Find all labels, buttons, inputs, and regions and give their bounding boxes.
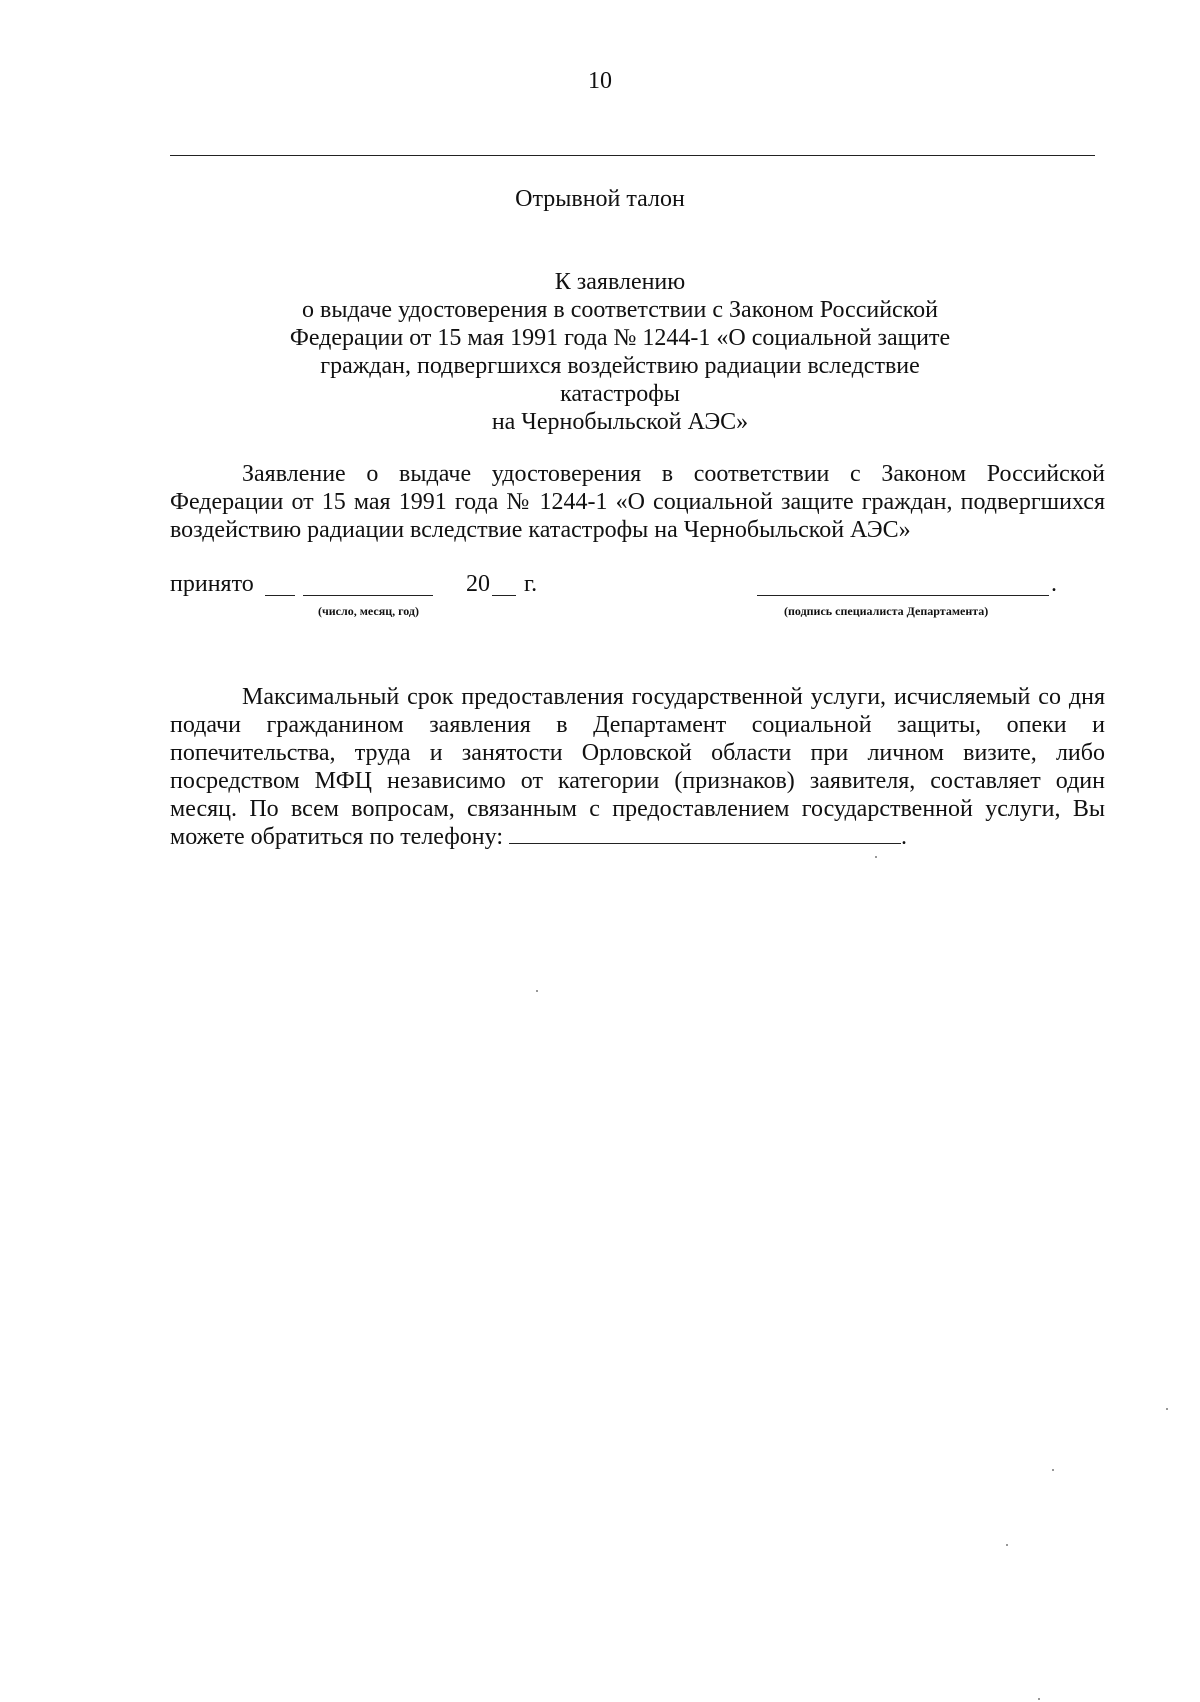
term-end: . [901,824,907,850]
scan-speck [536,990,538,992]
scan-speck [1052,1469,1054,1471]
signature-end: . [1051,571,1057,597]
term-text: Максимальный срок предоставления государственной услуги, исчисляемый со дня подачи гражданином заявления в Департамент социальной защиты, опеки и попечительства, труда и занятости Орловской области при личном визите, либо посредством МФЦ независимо от категории (признаков) заявителя, составляет один месяц. По всем вопросам, связанным с предоставлением государственной услуги, Вы можете обратиться по телефону: [170,684,1105,850]
page-number: 10 [588,68,612,94]
signature-blank [757,595,1049,596]
scan-speck [1006,1544,1008,1546]
accepted-label: принято [170,571,254,597]
coupon-title: Отрывной талон [515,186,685,212]
phone-blank [509,823,901,844]
term-paragraph [170,683,1105,851]
cut-line-divider [170,155,1095,156]
year-suffix: г. [524,571,538,597]
subtitle-line: на Чернобыльской АЭС» [491,409,749,435]
scan-speck [1038,1698,1040,1700]
subtitle-line: Федерации от 15 мая 1991 года № 1244-1 «О социальной защите [289,325,951,351]
day-blank [265,595,295,596]
year-blank [492,595,516,596]
year-prefix: 20 [466,571,490,597]
subtitle-line: о выдаче удостоверения в соответствии с Законом Российской [302,297,938,323]
month-blank [303,595,433,596]
subtitle-line: граждан, подвергшихся воздействию радиации вследствие катастрофы [320,353,920,407]
scan-speck [1166,1408,1168,1410]
coupon-subtitle [270,268,970,436]
acceptance-row [170,571,1105,631]
signature-caption: (подпись специалиста Департамента) [784,604,989,618]
application-paragraph: Заявление о выдаче удостоверения в соответствии с Законом Российской Федерации от 15 мая 1991 года № 1244-1 «О социальной защите граждан, подвергшихся воздействию радиации вследствие катастрофы на Чернобыльской АЭС» [170,461,1105,543]
date-caption: (число, месяц, год) [318,604,419,618]
scan-speck [875,856,877,858]
subtitle-line: К заявлению [554,269,686,295]
